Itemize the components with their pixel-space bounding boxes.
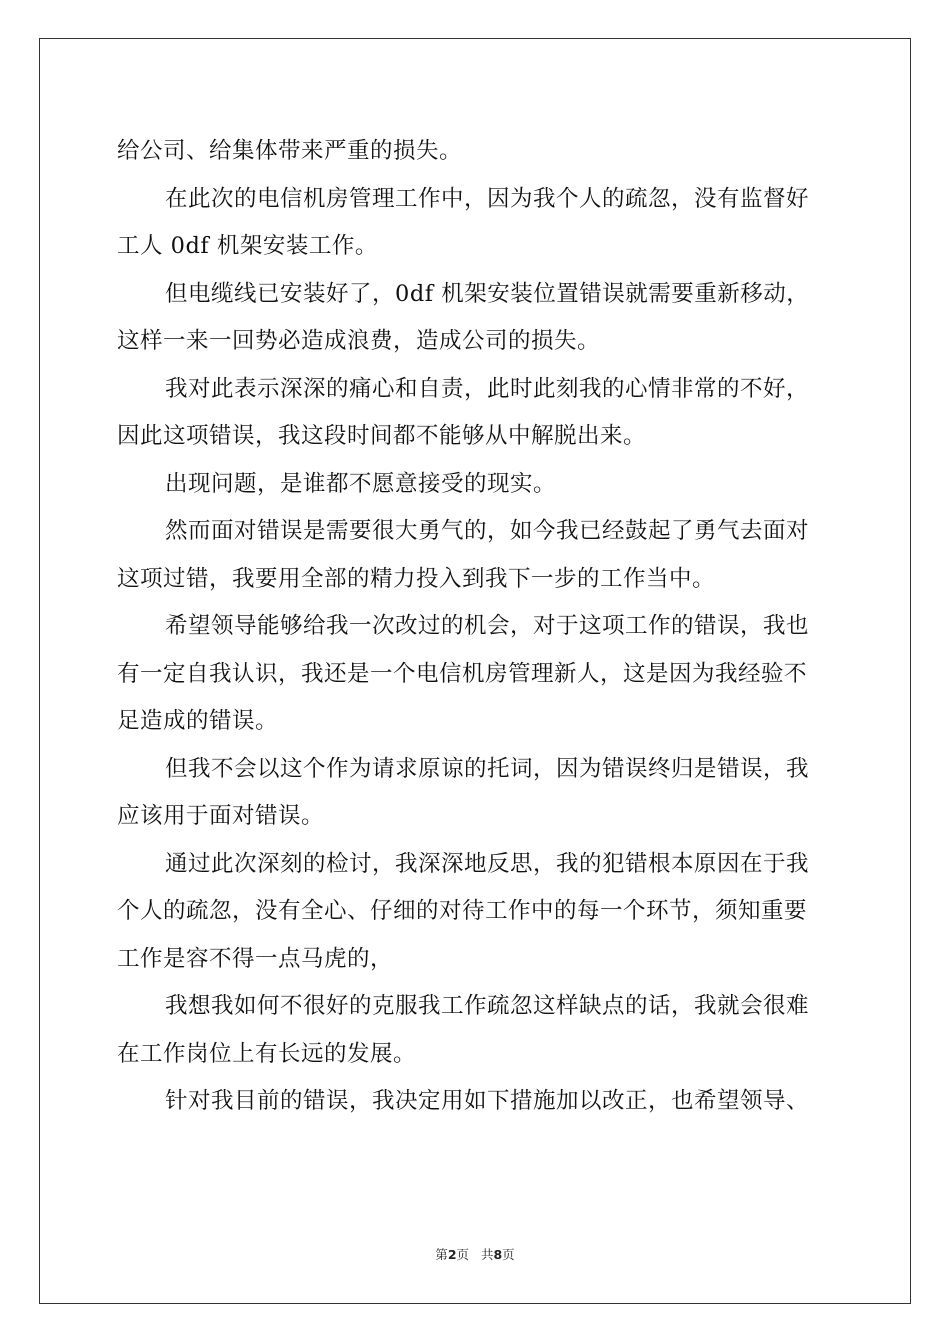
text-line: 但电缆线已安装好了，0df 机架安装位置错误就需要重新移动，: [165, 280, 810, 307]
text-line: 个人的疏忽，没有全心、仔细的对待工作中的每一个环节，须知重要: [117, 898, 808, 924]
text-line: 因此这项错误，我这段时间都不能够从中解脱出来。: [117, 423, 647, 449]
text-line: 足造成的错误。: [117, 708, 279, 734]
text-line: 应该用于面对错误。: [117, 803, 325, 829]
footer-total-prefix: 共: [480, 1247, 494, 1262]
text-line: 然而面对错误是需要很大勇气的，如今我已经鼓起了勇气去面对: [165, 518, 810, 544]
text-line: 在此次的电信机房管理工作中，因为我个人的疏忽，没有监督好: [165, 185, 810, 212]
total-page-count: 8: [493, 1247, 503, 1262]
text-line: 工人 0df 机架安装工作。: [117, 233, 378, 259]
text-line: 针对我目前的错误，我决定用如下措施加以改正，也希望领导、: [165, 1088, 810, 1114]
text-line: 我想我如何不很好的克服我工作疏忽这样缺点的话，我就会很难: [165, 993, 810, 1019]
text-line: 但我不会以这个作为请求原谅的托词，因为错误终归是错误，我: [165, 755, 810, 782]
text-line: 希望领导能够给我一次改过的机会，对于这项工作的错误，我也: [165, 613, 810, 639]
footer-total-suffix: 页: [502, 1247, 515, 1262]
text-line: 这样一来一回势必造成浪费，造成公司的损失。: [117, 328, 601, 354]
text-line: 这项过错，我要用全部的精力投入到我下一步的工作当中。: [117, 565, 716, 592]
text-line: 有一定自我认识，我还是一个电信机房管理新人，这是因为我经验不: [117, 660, 808, 687]
footer-page-suffix: 页: [456, 1247, 470, 1262]
text-line: 出现问题，是谁都不愿意接受的现实。: [165, 470, 557, 497]
footer-prefix: 第: [435, 1247, 448, 1262]
document-body: [117, 128, 833, 1126]
text-line: 在工作岗位上有长远的发展。: [117, 1040, 417, 1067]
text-line: 工作是容不得一点马虎的，: [117, 945, 394, 972]
page-footer: [0, 1245, 950, 1263]
text-line: 我对此表示深深的痛心和自责，此时此刻我的心情非常的不好，: [165, 375, 810, 402]
text-line: 给公司、给集体带来严重的损失。: [117, 138, 463, 164]
text-line: 通过此次深刻的检讨，我深深地反思，我的犯错根本原因在于我: [165, 850, 810, 877]
current-page-number: 2: [447, 1247, 457, 1262]
